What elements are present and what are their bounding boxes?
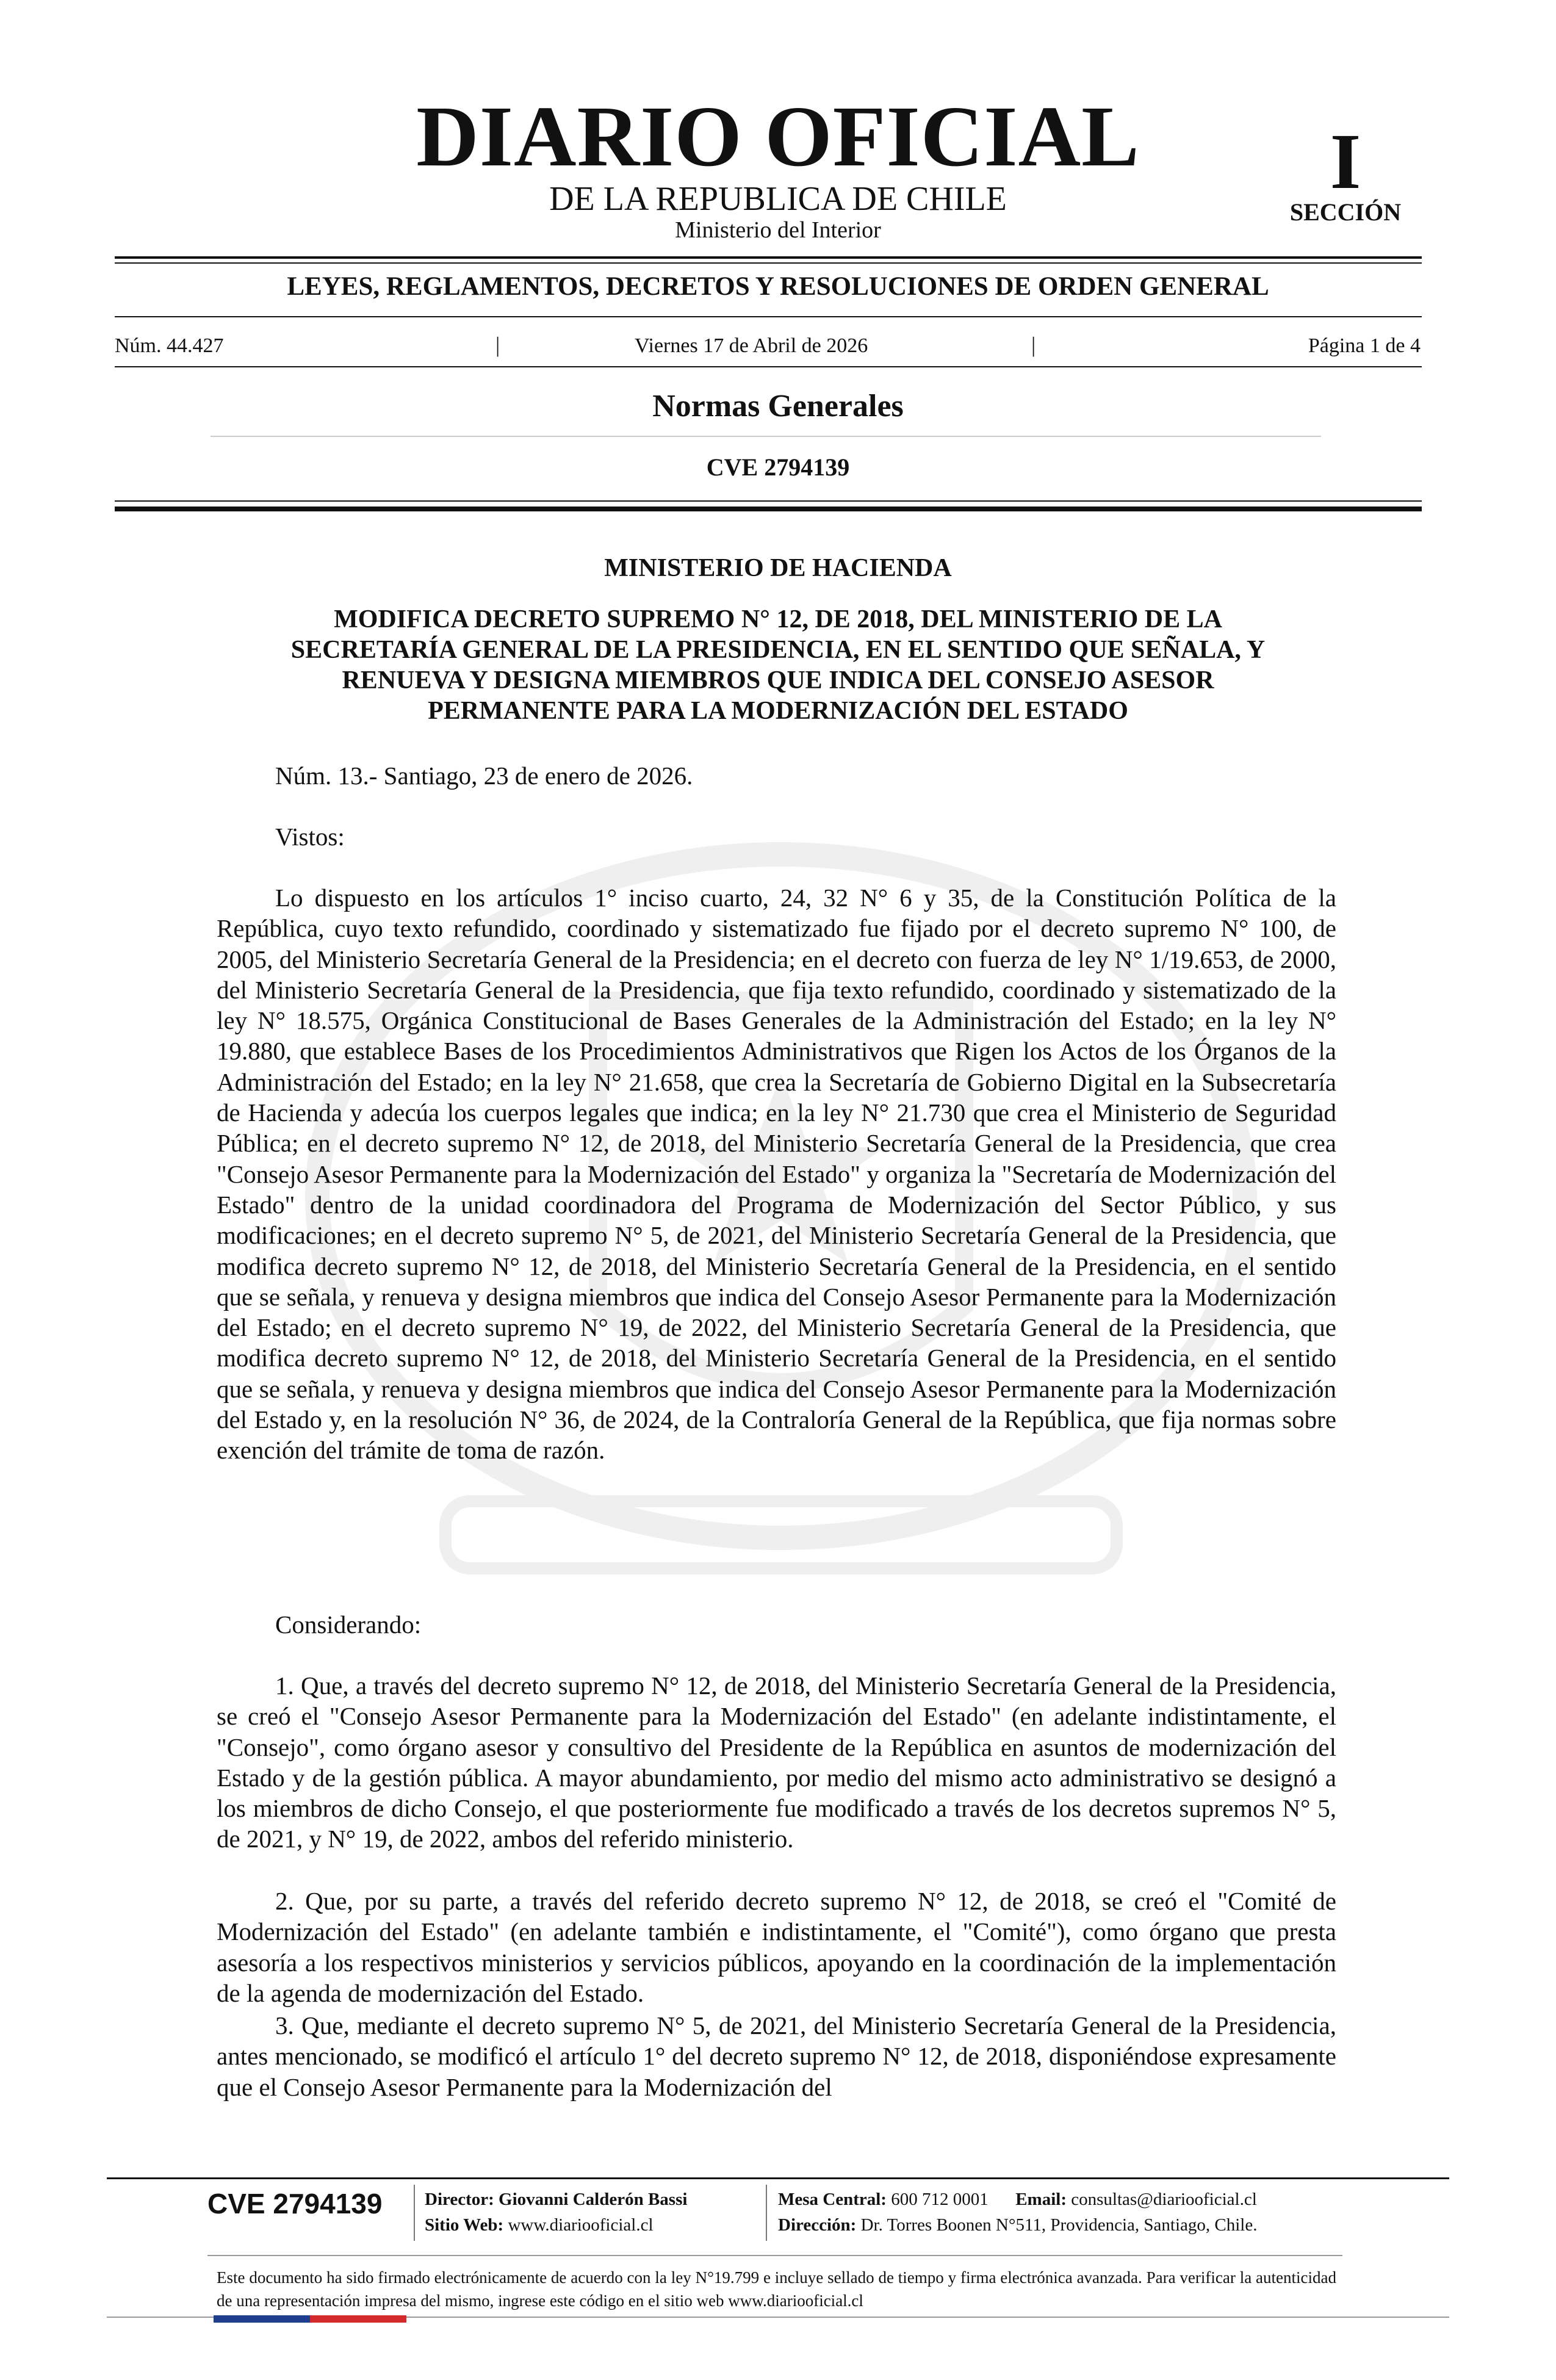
vistos-paragraph: Lo dispuesto en los artículos 1° inciso cuarto, 24, 32 N° 6 y 35, de la Constitución Política de la República, cuyo texto refundido, coordinado y sistematizado fue fijado por el decreto supremo N° 100, de 2005, del Ministerio Secretaría General de la Presidencia; en el decreto con fuerza de ley N° 1/19.653, de 2000, del Ministerio Secretaría General de la Presidencia, que fija texto refundido, coordinado y sistematizado de la ley N° 18.575, Orgánica Constitucional de Bases Generales de la Administración del Estado; en la ley N° 19.880, que establece Bases de los Procedimientos Administrativos que Rigen los Actos de los Órganos de la Administración del Estado; en la ley N° 21.658, que crea la Secretaría de Gobierno Digital en la Subsecretaría de Hacienda y adecúa los cuerpos legales que indica; en la ley N° 21.730 que crea el Ministerio de Seguridad Pública; en el decreto supremo N° 12, de 2018, del Ministerio Secretaría General de la Presidencia, que crea "Consejo Asesor Permanente para la Modernización del Estado" y organiza la "Secretaría de Modernización del Estado" dentro de la unidad coordinadora del Programa de Modernización del Sector Público, y sus modificaciones; en el decreto supremo N° 5, de 2021, del Ministerio Secretaría General de la Presidencia, que modifica decreto supremo N° 12, de 2018, del Ministerio Secretaría General de la Presidencia, en el sentido que se señala, y renueva y designa miembros que indica del Consejo Asesor Permanente para la Modernización del Estado; en el decreto supremo N° 19, de 2022, del Ministerio Secretaría General de la Presidencia, que modifica decreto supremo N° 12, de 2018, del Ministerio Secretaría General de la Presidencia, en el sentido que se señala, y renueva y designa miembros que indica del Consejo Asesor Permanente para la Modernización del Estado y, en la resolución N° 36, de 2024, de la Contraloría General de la República, que fija normas sobre exención del trámite de toma de razón. xyxy=(217,884,1336,1465)
issue-date: Viernes 17 de Abril de 2026 xyxy=(635,334,868,357)
masthead-title: DIARIO OFICIAL xyxy=(416,88,1140,184)
decree-title-line: PERMANENTE PARA LA MODERNIZACIÓN DEL ESTADO xyxy=(428,697,1128,725)
decree-title-line: RENUEVA Y DESIGNA MIEMBROS QUE INDICA DEL CONSEJO ASESOR xyxy=(342,666,1214,694)
footer-rule-top xyxy=(107,2177,1449,2179)
address-label: Dirección: xyxy=(778,2215,857,2235)
email-link[interactable]: consultas@diariooficial.cl xyxy=(1071,2190,1257,2209)
masthead-rule-top xyxy=(115,256,1422,259)
section-label: SECCIÓN xyxy=(1289,198,1402,226)
masthead-rule-top-thin xyxy=(115,262,1422,264)
considerando-paragraph-2: 2. Que, por su parte, a través del referido decreto supremo N° 12, de 2018, se creó el "Comité de Modernización del Estado" (en adelante también e indistintamente, el "Comité"), como órgano que presta asesoría a los respectivos ministerios y servicios públicos, apoyando en la coordinación de la implementación de la agenda de modernización del Estado. xyxy=(217,1887,1336,2007)
phone-label: Mesa Central: xyxy=(778,2190,887,2209)
header-rule-thick xyxy=(115,507,1422,511)
footer-separator xyxy=(766,2185,767,2241)
issue-number: Núm. 44.427 xyxy=(115,334,224,357)
header-rule-thin xyxy=(115,500,1422,502)
section-heading: Normas Generales xyxy=(652,389,904,424)
considerando-paragraph-3: 3. Que, mediante el decreto supremo N° 5, de 2021, del Ministerio Secretaría General de la Presidencia, antes mencionado, se modificó el artículo 1° del decreto supremo N° 12, de 2018, disponiéndose expresamente que el Consejo Asesor Permanente para la Modernización del xyxy=(217,2011,1336,2101)
issue-page: Página 1 de 4 xyxy=(1308,334,1421,357)
director-name: Giovanni Calderón Bassi xyxy=(499,2190,688,2209)
category-rule-bottom xyxy=(115,316,1422,317)
email-label: Email: xyxy=(1015,2190,1067,2209)
decree-title xyxy=(207,604,1349,726)
flag-stripe-blue xyxy=(214,2315,310,2323)
decree-title-line: SECRETARÍA GENERAL DE LA PRESIDENCIA, EN EL SENTIDO QUE SEÑALA, Y xyxy=(290,636,1266,664)
considerando-label: Considerando: xyxy=(275,1610,422,1639)
masthead-ministry: Ministerio del Interior xyxy=(675,217,881,243)
footer-rule-middle xyxy=(207,2255,1342,2256)
director-label: Director: xyxy=(425,2190,494,2209)
footer-separator xyxy=(414,2185,415,2241)
site-link[interactable]: www.diariooficial.cl xyxy=(508,2215,654,2235)
decree-title-line: MODIFICA DECRETO SUPREMO N° 12, DE 2018, DEL MINISTERIO DE LA xyxy=(334,605,1222,633)
footer-contact xyxy=(778,2187,1257,2212)
ministry-heading: MINISTERIO DE HACIENDA xyxy=(604,554,952,582)
issue-separator: | xyxy=(1031,333,1036,357)
address-value: Dr. Torres Boonen N°511, Providencia, Santiago, Chile. xyxy=(860,2215,1258,2235)
issue-separator: | xyxy=(495,333,500,357)
decree-number: Núm. 13.- Santiago, 23 de enero de 2026. xyxy=(275,762,693,790)
site-label: Sitio Web: xyxy=(425,2215,504,2235)
flag-stripe-red xyxy=(310,2315,406,2323)
footer-address xyxy=(778,2213,1257,2237)
category-heading: LEYES, REGLAMENTOS, DECRETOS Y RESOLUCIONES DE ORDEN GENERAL xyxy=(287,272,1269,301)
issue-rule xyxy=(115,366,1422,367)
considerando-paragraph-1: 1. Que, a través del decreto supremo N° 12, de 2018, del Ministerio Secretaría General de la Presidencia, se creó el "Consejo Asesor Permanente para la Modernización del Estado" (en adelante indistintamente, el "Consejo", como órgano asesor y consultivo del Presidente de la República en asuntos de modernización del Estado y de la gestión pública. A mayor abundamiento, por medio del mismo acto administrativo se designó a los miembros de dicho Consejo, el que posteriormente fue modificado a través de los decretos supremos N° 5, de 2021, y N° 19, de 2022, ambos del referido ministerio. xyxy=(217,1671,1336,1853)
vistos-label: Vistos: xyxy=(275,823,345,851)
section-number: I xyxy=(1330,118,1361,206)
footer-legal-notice: Este documento ha sido firmado electrónicamente de acuerdo con la ley N°19.799 e incluye sellado de tiempo y firma electrónica avanzada. Para verificar la autenticidad de una representación impresa del mismo, ingrese este código en el sitio web www.diariooficial.cl xyxy=(217,2268,1336,2310)
masthead-subtitle: DE LA REPUBLICA DE CHILE xyxy=(549,180,1007,218)
phone-value: 600 712 0001 xyxy=(891,2190,989,2209)
footer-director xyxy=(425,2187,687,2212)
footer-site xyxy=(425,2213,654,2237)
section-heading-rule xyxy=(211,436,1321,437)
cve-code: CVE 2794139 xyxy=(706,453,850,481)
footer-cve-code: CVE 2794139 xyxy=(207,2188,383,2220)
